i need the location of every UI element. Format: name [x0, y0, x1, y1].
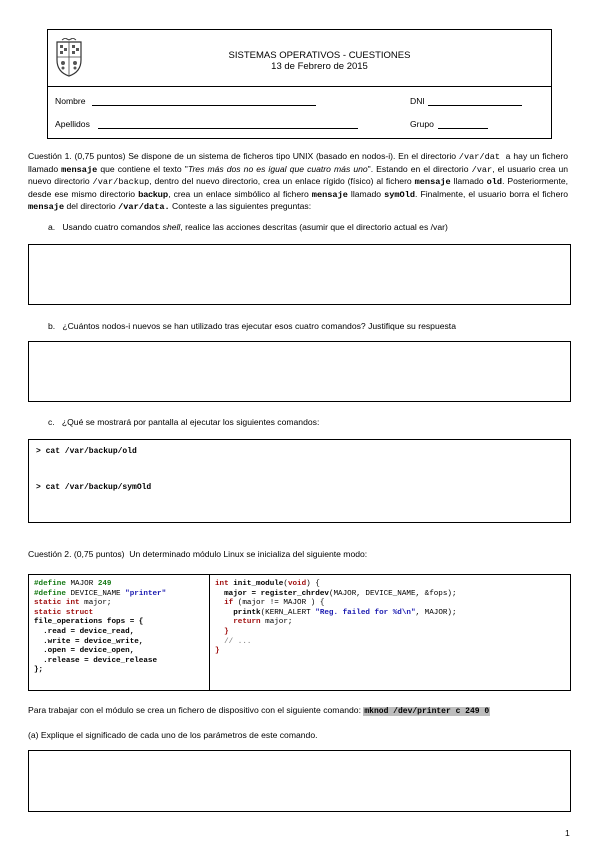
answer-box-1a[interactable]: [28, 244, 571, 305]
code-line: .read = device_read,: [34, 627, 135, 636]
dni-field[interactable]: [428, 105, 522, 106]
exam-header: [47, 29, 552, 139]
question-1b: b. ¿Cuántos nodos-i nuevos se han utilizado tras ejecutar esos cuatro comandos? Justifique su respuesta: [48, 321, 456, 331]
question-2-intro: Cuestión 2. (0,75 puntos) Un determinado módulo Linux se inicializa del siguiente modo:: [28, 549, 368, 559]
code-line: static int major;: [34, 599, 112, 608]
code-line: return major;: [233, 618, 293, 627]
code-line: #define DEVICE_NAME "printer": [34, 589, 167, 598]
code-line: };: [34, 666, 44, 675]
code-line: file_operations fops = {: [34, 618, 144, 627]
header-divider: [47, 86, 552, 87]
code-line: // ...: [215, 637, 252, 646]
code-line: if (major != MAJOR ) {: [224, 599, 325, 608]
nombre-field[interactable]: [92, 105, 316, 106]
apellidos-label: Apellidos: [55, 119, 90, 129]
code-line: .write = device_write,: [34, 637, 144, 646]
question-1a: a. Usando cuatro comandos shell, realice las acciones descritas (asumir que el directorio actual es /var): [48, 222, 448, 232]
answer-box-2a[interactable]: [28, 750, 571, 812]
nombre-label: Nombre: [55, 96, 86, 106]
code-line: }: [215, 627, 229, 636]
code-line: static struct: [34, 608, 94, 617]
code-left-block: [34, 580, 166, 676]
code-line: }: [215, 647, 220, 656]
grupo-label: Grupo: [410, 119, 434, 129]
code-line: printk(KERN_ALERT "Reg. failed for %d\n", MAJOR);: [233, 608, 457, 617]
command-cat-old: > cat /var/backup/old: [36, 447, 137, 456]
page-number: 1: [565, 828, 570, 838]
code-line: major = register_chrdev(MAJOR, DEVICE_NAME, &fops);: [224, 589, 457, 598]
code-line: .release = device_release: [34, 656, 158, 665]
question-2a: (a) Explique el significado de cada uno de los parámetros de este comando.: [28, 730, 318, 740]
grupo-field[interactable]: [438, 128, 488, 129]
mknod-command: mknod /dev/printer c 249 0: [364, 707, 490, 716]
command-cat-symold: > cat /var/backup/symOld: [36, 483, 152, 492]
course-title: SISTEMAS OPERATIVOS - CUESTIONES: [228, 50, 411, 61]
code-line: int init_module(void) {: [215, 580, 320, 588]
mknod-instruction: Para trabajar con el módulo se crea un fichero de dispositivo con el siguiente comando: mknod /dev/printer c 249 0: [28, 705, 490, 716]
code-right-block: [215, 580, 457, 657]
apellidos-field[interactable]: [98, 128, 358, 129]
code-line: .open = device_open,: [34, 647, 135, 656]
code-line: #define MAJOR 249: [34, 580, 112, 588]
exam-date: 13 de Febrero de 2015: [271, 61, 368, 72]
code-divider: [209, 574, 210, 691]
question-1c: c. ¿Qué se mostrará por pantalla al ejecutar los siguientes comandos:: [48, 417, 320, 427]
dni-label: DNI: [410, 96, 425, 106]
answer-box-1b[interactable]: [28, 341, 571, 402]
question-1-text: Cuestión 1. (0,75 puntos) Se dispone de un sistema de ficheros tipo UNIX (basado en nodos-i). En el directorio /var/dat a hay un fichero llamado mensaje que contiene el texto "Tres más dos no es igual que cuatro más uno". Estando en el directorio /var, el usuario crea un nuevo directorio /var/backup, dentro del nuevo directorio, crea un enlace rígido (físico) al fichero mensaje llamado old. Posteriormente, desde ese mismo directorio backup, crea un enlace simbólico al fichero mensaje llamado symOld. Finalmente, el usuario borra el fichero mensaje del directorio /var/data. Conteste a las siguientes preguntas:: [28, 151, 569, 213]
